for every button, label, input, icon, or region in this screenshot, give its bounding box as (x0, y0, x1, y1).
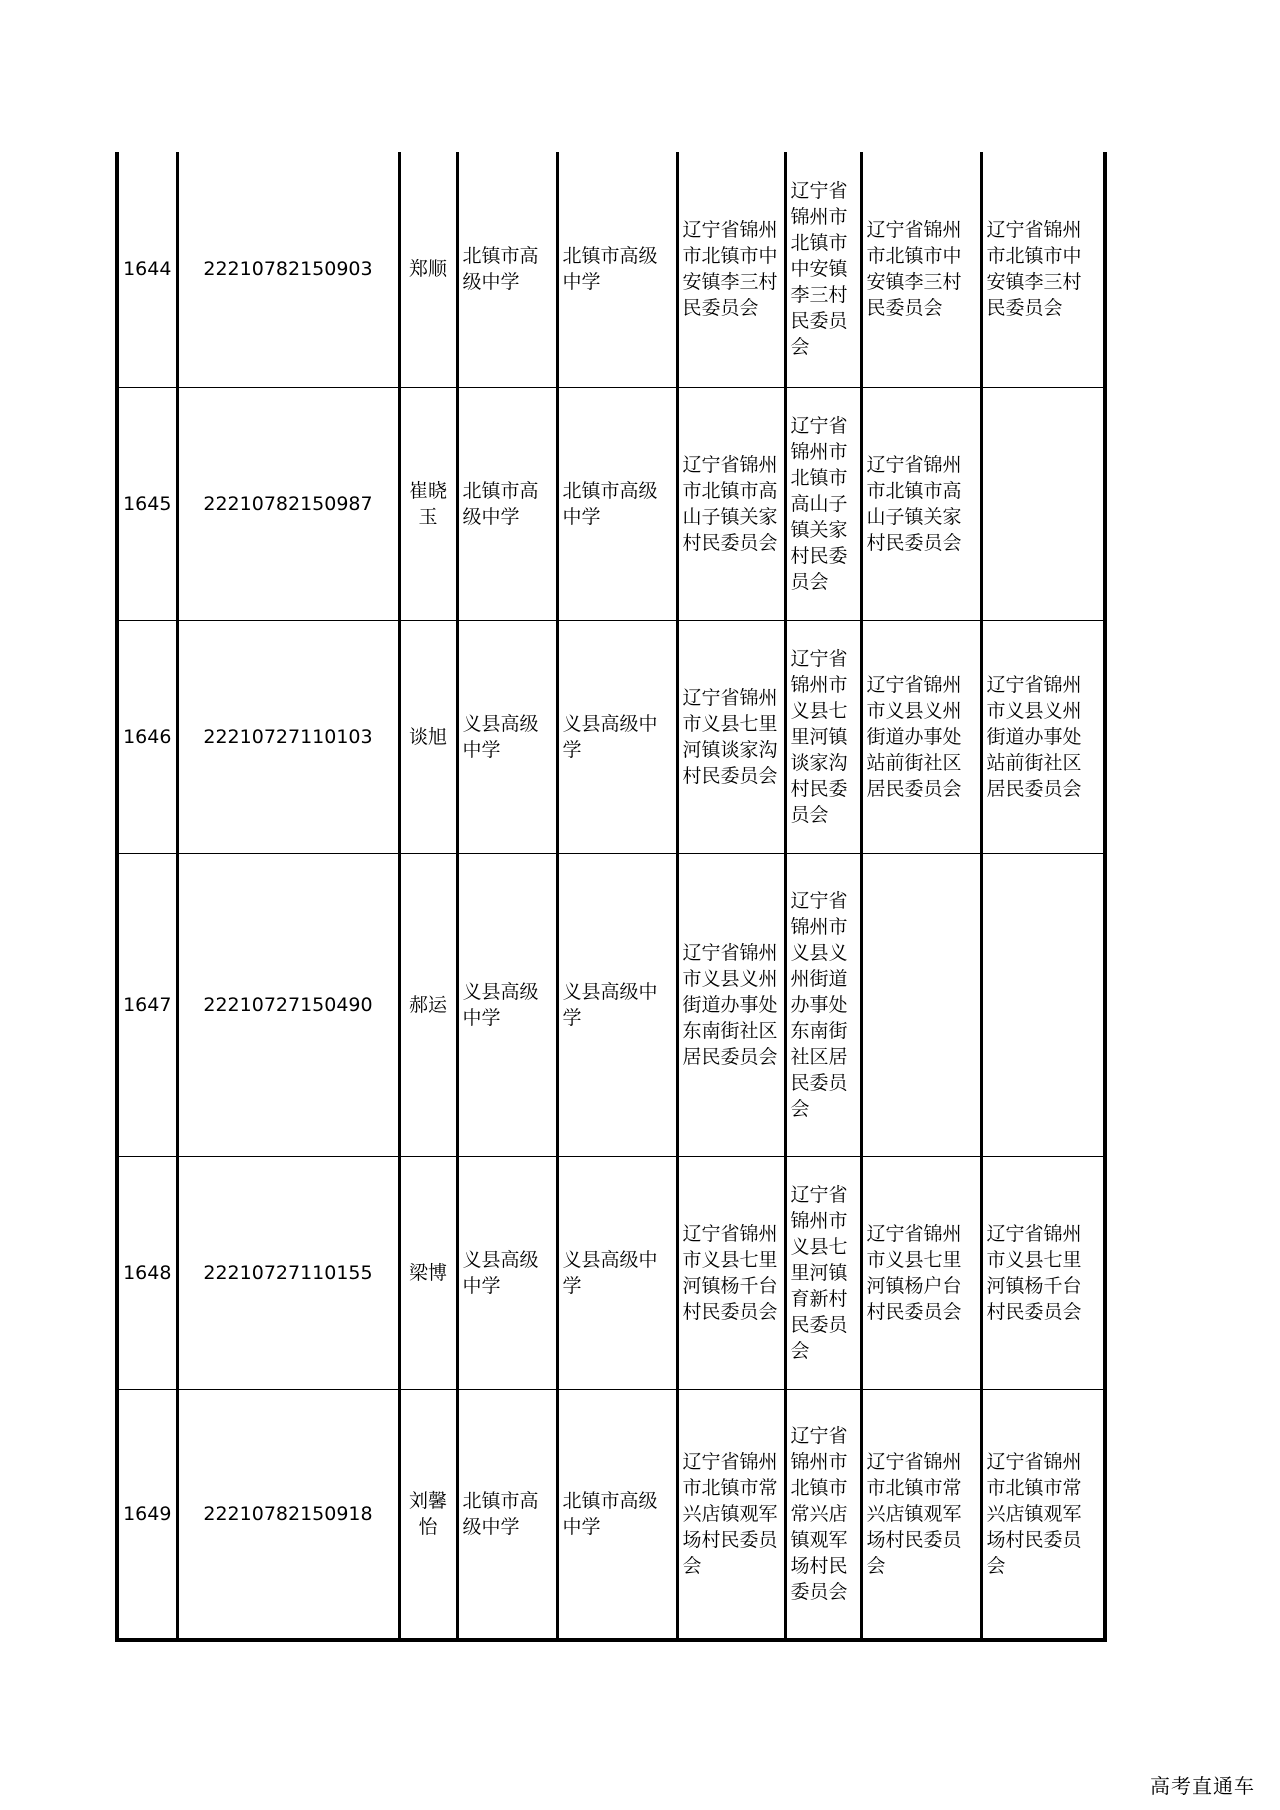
address-3: 辽宁省锦州市北镇市高山子镇关家村民委员会 (861, 387, 981, 620)
address-1: 辽宁省锦州市北镇市高山子镇关家村民委员会 (677, 387, 785, 620)
school: 义县高级中学 (457, 853, 557, 1156)
school-repeat: 义县高级中学 (557, 853, 677, 1156)
exam-id: 22210782150903 (177, 152, 399, 387)
roster-table (115, 152, 1107, 1642)
address-4: 辽宁省锦州市义县义州街道办事处站前街社区居民委员会 (981, 620, 1105, 853)
school: 北镇市高级中学 (457, 387, 557, 620)
address-1: 辽宁省锦州市义县义州街道办事处东南街社区居民委员会 (677, 853, 785, 1156)
table-row (117, 620, 1105, 853)
address-1: 辽宁省锦州市北镇市常兴店镇观军场村民委员会 (677, 1389, 785, 1640)
student-name: 郝运 (399, 853, 457, 1156)
table-row (117, 387, 1105, 620)
exam-id: 22210727110103 (177, 620, 399, 853)
student-name: 谈旭 (399, 620, 457, 853)
student-name: 郑顺 (399, 152, 457, 387)
address-3: 辽宁省锦州市义县义州街道办事处站前街社区居民委员会 (861, 620, 981, 853)
exam-id: 22210727150490 (177, 853, 399, 1156)
school-repeat: 北镇市高级中学 (557, 387, 677, 620)
school-repeat: 义县高级中学 (557, 1156, 677, 1389)
exam-id: 22210782150987 (177, 387, 399, 620)
school: 北镇市高级中学 (457, 1389, 557, 1640)
table-row (117, 152, 1105, 387)
student-name: 崔晓玉 (399, 387, 457, 620)
address-1: 辽宁省锦州市义县七里河镇谈家沟村民委员会 (677, 620, 785, 853)
address-2: 辽宁省锦州市北镇市常兴店镇观军场村民委员会 (785, 1389, 861, 1640)
address-3: 辽宁省锦州市北镇市常兴店镇观军场村民委员会 (861, 1389, 981, 1640)
address-4 (981, 853, 1105, 1156)
address-4: 辽宁省锦州市义县七里河镇杨千台村民委员会 (981, 1156, 1105, 1389)
exam-id: 22210727110155 (177, 1156, 399, 1389)
school-repeat: 北镇市高级中学 (557, 1389, 677, 1640)
serial-number: 1649 (117, 1389, 177, 1640)
address-3 (861, 853, 981, 1156)
school-repeat: 北镇市高级中学 (557, 152, 677, 387)
address-2: 辽宁省锦州市北镇市高山子镇关家村民委员会 (785, 387, 861, 620)
address-4: 辽宁省锦州市北镇市常兴店镇观军场村民委员会 (981, 1389, 1105, 1640)
address-1: 辽宁省锦州市义县七里河镇杨千台村民委员会 (677, 1156, 785, 1389)
address-2: 辽宁省锦州市义县七里河镇育新村民委员会 (785, 1156, 861, 1389)
school: 义县高级中学 (457, 1156, 557, 1389)
address-2: 辽宁省锦州市义县七里河镇谈家沟村民委员会 (785, 620, 861, 853)
table-row (117, 1156, 1105, 1389)
serial-number: 1644 (117, 152, 177, 387)
table-row (117, 1389, 1105, 1640)
address-2: 辽宁省锦州市义县义州街道办事处东南街社区居民委员会 (785, 853, 861, 1156)
watermark: 高考直通车 (1150, 1774, 1255, 1798)
school: 义县高级中学 (457, 620, 557, 853)
address-1: 辽宁省锦州市北镇市中安镇李三村民委员会 (677, 152, 785, 387)
table-body (117, 152, 1105, 1640)
serial-number: 1646 (117, 620, 177, 853)
school: 北镇市高级中学 (457, 152, 557, 387)
student-name: 刘馨怡 (399, 1389, 457, 1640)
address-4 (981, 387, 1105, 620)
serial-number: 1648 (117, 1156, 177, 1389)
serial-number: 1647 (117, 853, 177, 1156)
address-3: 辽宁省锦州市北镇市中安镇李三村民委员会 (861, 152, 981, 387)
address-4: 辽宁省锦州市北镇市中安镇李三村民委员会 (981, 152, 1105, 387)
exam-id: 22210782150918 (177, 1389, 399, 1640)
serial-number: 1645 (117, 387, 177, 620)
address-2: 辽宁省锦州市北镇市中安镇李三村民委员会 (785, 152, 861, 387)
school-repeat: 义县高级中学 (557, 620, 677, 853)
address-3: 辽宁省锦州市义县七里河镇杨户台村民委员会 (861, 1156, 981, 1389)
table-row (117, 853, 1105, 1156)
student-name: 梁博 (399, 1156, 457, 1389)
